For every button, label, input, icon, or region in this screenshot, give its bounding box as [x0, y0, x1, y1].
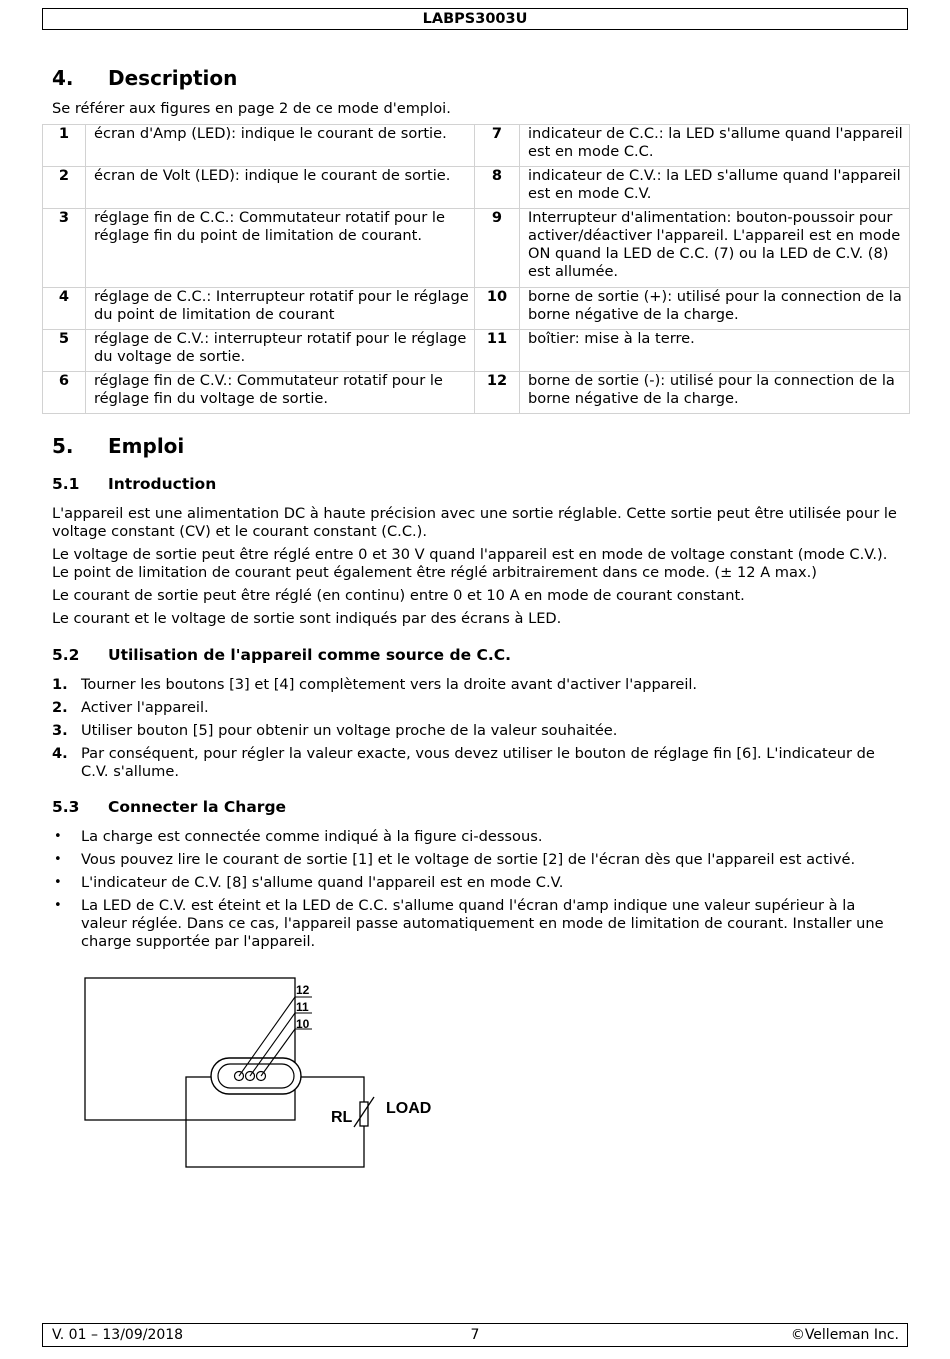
section-5-3-number: 5.3: [52, 798, 80, 816]
item-number: 8: [475, 167, 520, 209]
section-4-intro: Se référer aux figures en page 2 de ce mode d'emploi.: [52, 100, 451, 117]
bullet-marker: •: [54, 898, 62, 913]
bullet-marker: •: [54, 875, 62, 890]
list-item: [52, 699, 902, 717]
section-5-heading: [52, 434, 184, 458]
section-5-2-title: Utilisation de l'appareil comme source de C.C.: [108, 646, 511, 664]
item-number: 11: [475, 330, 520, 372]
page-header: [42, 8, 908, 30]
load-resistor: [360, 1102, 368, 1126]
table-row: [43, 167, 910, 209]
item-number: 7: [475, 125, 520, 167]
bullet-text: Vous pouvez lire le courant de sortie [1] et le voltage de sortie [2] de l'écran dès que l'appareil est activé.: [81, 851, 856, 868]
intro-paragraph-3: Le courant de sortie peut être réglé (en continu) entre 0 et 10 A en mode de courant constant.: [52, 587, 745, 604]
rl-label: RL: [331, 1109, 353, 1126]
item-number: 1: [43, 125, 86, 167]
item-number: 3: [43, 209, 86, 288]
table-row: [43, 209, 910, 288]
list-item: [52, 676, 902, 694]
step-marker: 4.: [52, 745, 68, 762]
step-text: Tourner les boutons [3] et [4] complètement vers la droite avant d'activer l'appareil.: [81, 676, 698, 693]
table-row: [43, 288, 910, 330]
item-text: borne de sortie (+): utilisé pour la connection de la borne négative de la charge.: [520, 288, 910, 330]
section-4-title: Description: [108, 66, 238, 90]
intro-paragraph-1: L'appareil est une alimentation DC à haute précision avec une sortie réglable. Cette sortie peut être utilisée pour le voltage constant (CV) et le courant constant (C.C.).: [52, 505, 897, 540]
description-table: [42, 124, 910, 414]
step-text: Activer l'appareil.: [81, 699, 209, 716]
footer-page-number: 7: [470, 1327, 480, 1343]
item-text: boîtier: mise à la terre.: [520, 330, 910, 372]
step-marker: 3.: [52, 722, 68, 739]
table-row: [43, 125, 910, 167]
intro-paragraph-4: Le courant et le voltage de sortie sont indiqués par des écrans à LED.: [52, 610, 562, 627]
item-text: réglage de C.V.: interrupteur rotatif pour le réglage du voltage de sortie.: [86, 330, 475, 372]
footer-copyright: ©Velleman Inc.: [790, 1327, 899, 1343]
item-number: 5: [43, 330, 86, 372]
item-text: réglage de C.C.: Interrupteur rotatif pour le réglage du point de limitation de courant: [86, 288, 475, 330]
item-text: écran d'Amp (LED): indique le courant de sortie.: [86, 125, 475, 167]
label-10: 10: [296, 1017, 310, 1031]
page-footer: [42, 1323, 908, 1347]
footer-version: V. 01 – 13/09/2018: [52, 1327, 184, 1343]
section-5-2-heading: [52, 646, 511, 664]
section-5-2-number: 5.2: [52, 646, 80, 664]
label-11: 11: [296, 1000, 309, 1014]
table-row: [43, 330, 910, 372]
item-text: réglage fin de C.C.: Commutateur rotatif pour le réglage fin du point de limitation de courant.: [86, 209, 475, 288]
item-number: 9: [475, 209, 520, 288]
section-5-3-heading: [52, 798, 286, 816]
section-4-number: 4.: [52, 66, 74, 90]
list-item: [52, 828, 902, 846]
bullets-list: [52, 828, 902, 956]
item-text: indicateur de C.C.: la LED s'allume quand l'appareil est en mode C.C.: [520, 125, 910, 167]
section-5-3-title: Connecter la Charge: [108, 798, 287, 816]
item-number: 10: [475, 288, 520, 330]
item-text: indicateur de C.V.: la LED s'allume quand l'appareil est en mode C.V.: [520, 167, 910, 209]
list-item: [52, 745, 902, 781]
load-label: LOAD: [386, 1100, 432, 1117]
section-5-1-number: 5.1: [52, 475, 80, 493]
power-supply-outline: [85, 978, 295, 1120]
list-item: [52, 897, 902, 951]
load-connection-diagram: [80, 972, 460, 1172]
item-text: écran de Volt (LED): indique le courant de sortie.: [86, 167, 475, 209]
step-text: Par conséquent, pour régler la valeur exacte, vous devez utiliser le bouton de réglage fin [6]. L'indicateur de C.V. s'allume.: [81, 745, 875, 780]
list-item: [52, 851, 902, 869]
bullet-marker: •: [54, 852, 62, 867]
list-item: [52, 722, 902, 740]
bullet-text: La charge est connectée comme indiqué à la figure ci-dessous.: [81, 828, 543, 845]
label-12: 12: [296, 983, 310, 997]
section-5-title: Emploi: [108, 434, 185, 458]
step-marker: 2.: [52, 699, 68, 716]
section-5-number: 5.: [52, 434, 74, 458]
bullet-marker: •: [54, 829, 62, 844]
section-5-1-title: Introduction: [108, 475, 217, 493]
item-text: Interrupteur d'alimentation: bouton-poussoir pour activer/déactiver l'appareil. L'appareil est en mode ON quand la LED de C.C. (7) ou la LED de C.V. (8) est allumée.: [520, 209, 910, 288]
item-text: borne de sortie (-): utilisé pour la connection de la borne négative de la charge.: [520, 372, 910, 414]
header-title: LABPS3003U: [422, 11, 528, 27]
bullet-text: L'indicateur de C.V. [8] s'allume quand l'appareil est en mode C.V.: [81, 874, 564, 891]
steps-list: [52, 676, 902, 786]
section-4-heading: [52, 66, 237, 90]
list-item: [52, 874, 902, 892]
step-text: Utiliser bouton [5] pour obtenir un voltage proche de la valeur souhaitée.: [81, 722, 618, 739]
intro-paragraph-2: Le voltage de sortie peut être réglé entre 0 et 30 V quand l'appareil est en mode de voltage constant (mode C.V.). Le point de limitation de courant peut également être réglé arbitrairement dans ce mode. (± 12 A max.): [52, 546, 888, 581]
item-number: 2: [43, 167, 86, 209]
item-text: réglage fin de C.V.: Commutateur rotatif pour le réglage fin du voltage de sortie.: [86, 372, 475, 414]
table-row: [43, 372, 910, 414]
section-5-1-heading: [52, 475, 216, 493]
item-number: 12: [475, 372, 520, 414]
item-number: 6: [43, 372, 86, 414]
bullet-text: La LED de C.V. est éteint et la LED de C.C. s'allume quand l'écran d'amp indique une valeur supérieur à la valeur réglée. Dans ce cas, l'appareil passe automatiquement en mode de limitation de courant. Installer une charge supportée par l'appareil.: [81, 897, 884, 950]
step-marker: 1.: [52, 676, 68, 693]
item-number: 4: [43, 288, 86, 330]
